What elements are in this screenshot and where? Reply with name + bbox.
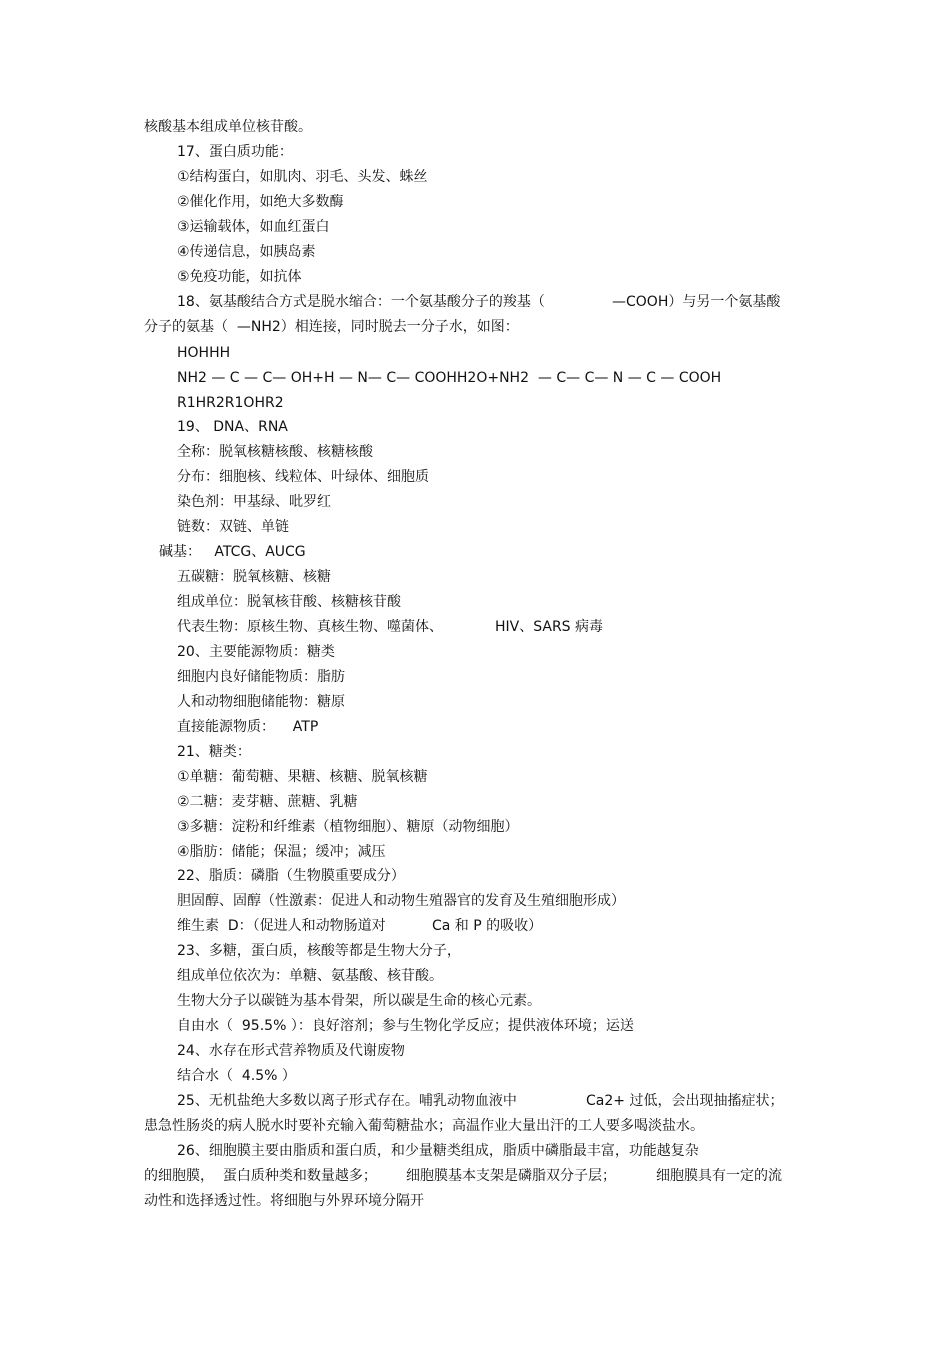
list-item: ②催化作用，如绝大多数酶 [177, 194, 344, 210]
section-heading: 19、 DNA、RNA [177, 419, 288, 435]
text-line: 维生素 D：（促进人和动物肠道对 [177, 918, 386, 934]
text-line: 碱基： ATCG、AUCG [159, 544, 306, 560]
text-line: 生物大分子以碳链为基本骨架，所以碳是生命的核心元素。 [177, 993, 541, 1009]
section-heading: 26、细胞膜主要由脂质和蛋白质，和少量糖类组成，脂质中磷脂最丰富，功能越复杂 [177, 1143, 699, 1159]
text-line: 五碳糖：脱氧核糖、核糖 [177, 569, 331, 585]
list-item: ③多糖：淀粉和纤维素（植物细胞）、糖原（动物细胞） [177, 819, 519, 835]
text-line: 胆固醇、固醇（性激素：促进人和动物生殖器官的发育及生殖细胞形成） [177, 893, 625, 909]
text-line: 染色剂：甲基绿、吡罗红 [177, 494, 331, 510]
formula-line: HOHHH [177, 345, 231, 361]
text-line: 患急性肠炎的病人脱水时要补充输入葡萄糖盐水；高温作业大量出汗的工人要多喝淡盐水。 [144, 1118, 704, 1134]
text-line: 组成单位：脱氧核苷酸、核糖核苷酸 [177, 594, 401, 610]
text-line: 自由水（ 95.5% ）：良好溶剂；参与生物化学反应；提供液体环境；运送 [177, 1018, 634, 1034]
text-line: 链数：双链、单链 [177, 519, 289, 535]
formula-line: R1HR2R1OHR2 [177, 395, 284, 411]
text-line: 结合水（ 4.5% ） [177, 1068, 296, 1084]
text-line: 动性和选择透过性。将细胞与外界环境分隔开 [144, 1193, 424, 1209]
list-item: ①结构蛋白，如肌肉、羽毛、头发、蛛丝 [177, 169, 428, 185]
list-item: ⑤免疫功能，如抗体 [177, 269, 302, 285]
text-line: 细胞膜基本支架是磷脂双分子层； [406, 1168, 616, 1184]
text-line: 直接能源物质： ATP [177, 719, 319, 735]
list-item: ④传递信息，如胰岛素 [177, 244, 316, 260]
text-line: —COOH）与另一个氨基酸 [612, 294, 781, 310]
text-line: Ca2+ 过低，会出现抽搐症状； [586, 1093, 784, 1109]
list-item: ④脂肪：储能；保温；缓冲；减压 [177, 844, 386, 860]
text-line: 全称：脱氧核糖核酸、核糖核酸 [177, 444, 373, 460]
text-line: 细胞内良好储能物质：脂肪 [177, 669, 345, 685]
text-line: HIV、SARS 病毒 [495, 619, 604, 635]
section-heading: 23、多糖，蛋白质，核酸等都是生物大分子， [177, 943, 461, 959]
text-line: 核酸基本组成单位核苷酸。 [144, 119, 312, 135]
list-item: ③运输载体，如血红蛋白 [177, 219, 330, 235]
section-heading: 18、氨基酸结合方式是脱水缩合：一个氨基酸分子的羧基（ [177, 294, 545, 310]
text-line: 的细胞膜， 蛋白质种类和数量越多； [144, 1168, 377, 1184]
section-heading: 24、水存在形式营养物质及代谢废物 [177, 1043, 405, 1059]
text-line: 分布：细胞核、线粒体、叶绿体、细胞质 [177, 469, 429, 485]
section-heading: 21、糖类： [177, 744, 251, 760]
list-item: ①单糖：葡萄糖、果糖、核糖、脱氧核糖 [177, 769, 428, 785]
text-line: 代表生物：原核生物、真核生物、噬菌体、 [177, 619, 443, 635]
section-heading: 17、蛋白质功能： [177, 144, 293, 160]
formula-line: NH2 — C — C— OH+H — N— C— COOHH2O+NH2 — C— C— N — C — COOH [177, 370, 722, 386]
section-heading: 22、脂质：磷脂（生物膜重要成分） [177, 868, 405, 884]
text-line: 组成单位依次为：单糖、氨基酸、核苷酸。 [177, 968, 443, 984]
list-item: ②二糖：麦芽糖、蔗糖、乳糖 [177, 794, 358, 810]
text-line: 细胞膜具有一定的流 [656, 1168, 782, 1184]
text-line: 分子的氨基（ —NH2）相连接，同时脱去一分子水，如图： [144, 319, 519, 335]
text-line: Ca 和 P 的吸收） [432, 918, 543, 934]
section-heading: 25、无机盐绝大多数以离子形式存在。哺乳动物血液中 [177, 1093, 517, 1109]
text-line: 人和动物细胞储能物：糖原 [177, 694, 345, 710]
section-heading: 20、主要能源物质：糖类 [177, 644, 335, 660]
